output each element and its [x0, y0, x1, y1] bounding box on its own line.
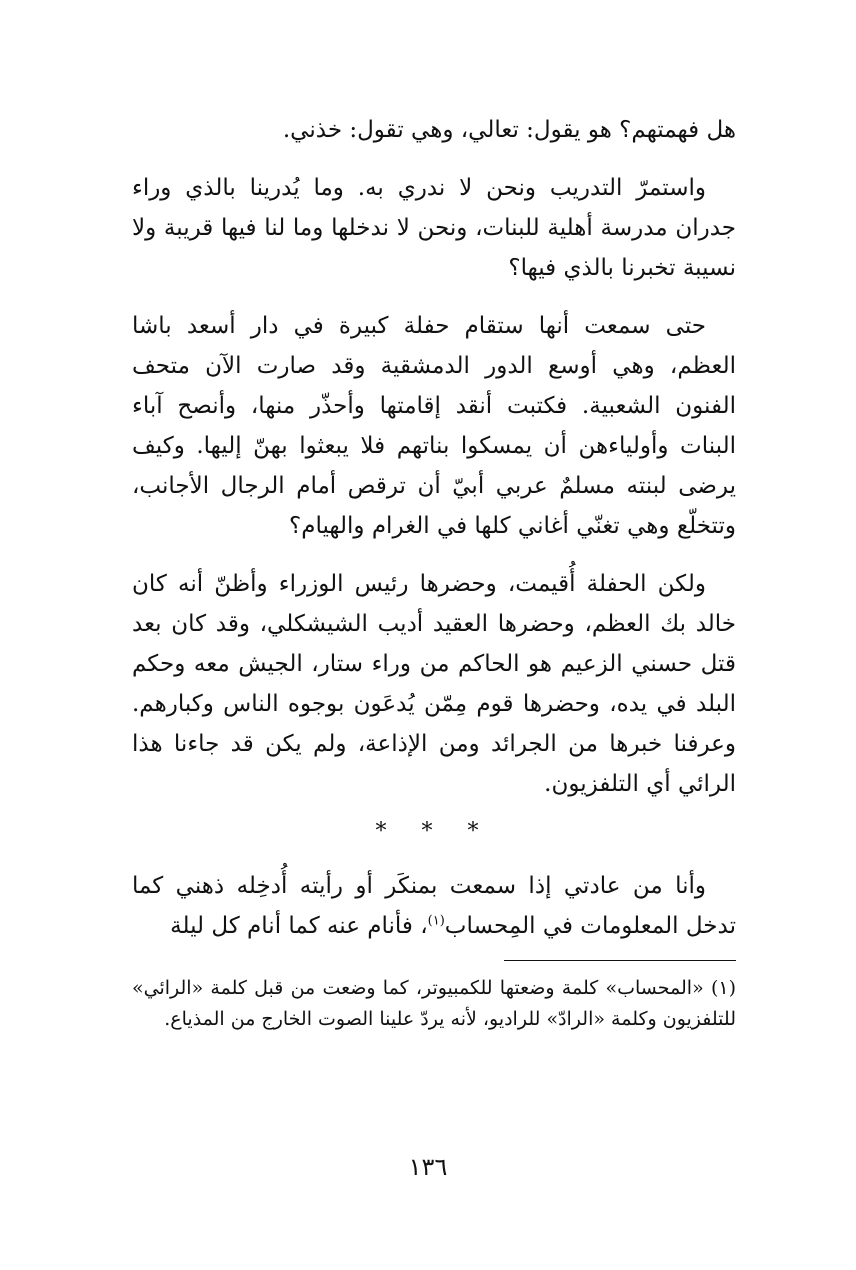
book-page — [132, 110, 736, 1035]
paragraph-2: واستمرّ التدريب ونحن لا ندري به. وما يُدرينا بالذي وراء جدران مدرسة أهلية للبنات، ونحن لا ندخلها وما لنا فيها قريبة ولا نسيبة تخبرنا بالذي فيها؟ — [132, 175, 736, 281]
paragraph-3: حتى سمعت أنها ستقام حفلة كبيرة في دار أسعد باشا العظم، وهي أوسع الدور الدمشقية وقد صارت الآن متحف الفنون الشعبية. فكتبت أنقد إقامتها وأحذّر منها، وأنصح آباء البنات وأولياءهن أن يمسكوا بناتهم فلا يبعثوا بهنّ إليها. وكيف يرضى لبنته مسلمٌ عربي أبيّ أن ترقص أمام الرجال الأجانب، وتتخلّع وهي تغنّي أغاني كلها في الغرام والهيام؟ — [132, 313, 736, 539]
paragraph-5-continuation: ، فأنام عنه كما أنام كل ليلة — [170, 913, 428, 939]
paragraph-gap — [132, 288, 736, 306]
page-number: ١٣٦ — [408, 1153, 448, 1181]
footnote-reference[interactable]: (١) — [427, 913, 445, 929]
paragraph-5 — [132, 866, 736, 946]
footnote-divider — [504, 960, 736, 961]
paragraph-gap — [132, 546, 736, 564]
footnote-marker: (١) — [710, 977, 736, 999]
paragraph-1: هل فهمتهم؟ هو يقول: تعالي، وهي تقول: خذني. — [282, 117, 736, 143]
paragraph-5-text: وأنا من عادتي إذا سمعت بمنكَر أو رأيته أُدخِله ذهني كما تدخل المعلومات في المِحساب — [132, 873, 736, 939]
paragraph-4: ولكن الحفلة أُقيمت، وحضرها رئيس الوزراء وأظنّ أنه كان خالد بك العظم، وحضرها العقيد أديب الشيشكلي، وقد كان بعد قتل حسني الزعيم هو الحاكم من وراء ستار، الجيش معه وحكم البلد في يده، وحضرها قوم مِمّن يُدعَون بوجوه الناس وكبارهم. وعرفنا خبرها من الجرائد ومن الإذاعة، ولم يكن قد جاءنا هذا الرائي أي التلفزيون. — [132, 571, 736, 797]
section-separator: * * * — [375, 819, 493, 844]
footnote — [132, 973, 736, 1035]
footnote-text: «المحساب» كلمة وضعتها للكمبيوتر، كما وضعت من قبل كلمة «الرائي» للتلفزيون وكلمة «الرادّ» للراديو، لأنه يردّ علينا الصوت الخارج من المذياع. — [132, 977, 736, 1030]
paragraph-gap — [132, 150, 736, 168]
